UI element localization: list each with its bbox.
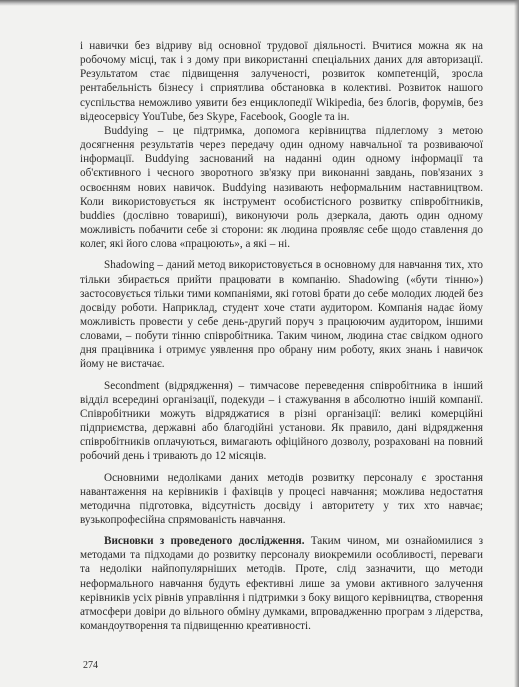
paragraph-text: Таким чином, ми ознайомилися з методами та підходами до розвитку персоналу виокремили особливості, переваги та недоліки найпопулярніших методів. Проте, слід зазначити, що методи неформального навчання будуть ефективні лише за умови активного залучення керівників усіх рівнів управління і підтримки з боку вищого керівництва, створення атмосфери довіри до вільного обміну думками, впровадженню програм з лідерства, командоутворення та підвищенню креативності.	[80, 535, 483, 633]
paragraph-text: Buddying – це підтримка, допомога керівництва підлеглому з метою досягнення результатів через передачу один одному навчальної та розвиваючої інформації. Buddying заснований на наданні один одному інформації та об'єктивного і чесного зворотного зв'язку при виконанні завдань, пов'язаних з освоєнням нових навичок. Buddying називають неформальним наставництвом. Коли використовується як інструмент особистісного розвитку співробітників, buddies (дослівно товариші), виконуючи роль дзеркала, дають один одному можливість побачити себе зі сторони: як людина проявляє себе щодо ставлення до колег, які його слова «працюють», а які – ні.	[80, 124, 483, 251]
body-text	[80, 39, 483, 633]
paragraph-shadowing	[80, 258, 483, 371]
paragraph-drawbacks	[80, 471, 483, 528]
paragraph-text: Основними недоліками даних методів розвитку персоналу є зростання навантаження на керівників і фахівців у процесі навчання; можлива недостатня методична підготовка, відсутність досвіду і авторитету у тих хто навчає; вузькопрофесійна спрямованість навчання.	[80, 471, 483, 526]
page-number: 274	[83, 660, 98, 671]
paragraph-conclusions	[80, 534, 483, 633]
paragraph-secondment	[80, 379, 483, 464]
scan-shadow-top	[0, 0, 519, 6]
conclusions-heading: Висновки з проведеного дослідження.	[104, 535, 305, 548]
paragraph-buddying	[80, 124, 483, 251]
scan-shadow-right	[514, 0, 519, 687]
paragraph-text: Secondment (відрядження) – тимчасове переведення співробітника в інший відділ всередині організації, подекуди – і стажування в абсолютно іншій компанії. Співробітники можуть відряджатися в різні організації: великі комерційні підприємства, державні або благодійні установи. Як правило, дані відрядження співробітників оплачуються, вимагають офіційного дозволу, розраховані на повний робочий день і тривають до 12 місяців.	[80, 379, 483, 463]
paragraph-text: Shadowing – даний метод використовується в основному для навчання тих, хто тільки збирається прийти працювати в компанію. Shadowing («бути тінню») застосовується тільки тими компаніями, які готові брати до себе молодих людей без досвіду роботи. Наприклад, студент хоче стати аудитором. Компанія надає йому можливість провести у себе день-другий поруч з працюючим аудитором, іншими словами, – побути тінню співробітника. Таким чином, людина стає свідком одного дня працівника і отримує уявлення про обрану ним роботу, яких знань і навичок йому не вистачає.	[80, 259, 483, 371]
paragraph-intro-continuation	[80, 39, 483, 124]
paragraph-text: і навички без відриву від основної трудової діяльності. Вчитися можна як на робочому місці, так і з дому при використанні спеціальних даних для авторизації. Результатом стає підвищення залученості, розвиток компетенцій, зросла рентабельність бізнесу і сприятлива обстановка в колективі. Розвиток нашого суспільства неможливо уявити без енциклопедії Wikipedia, без блогів, форумів, без відеосервісу YouTube, без Skype, Facebook, Google та ін.	[80, 40, 483, 123]
